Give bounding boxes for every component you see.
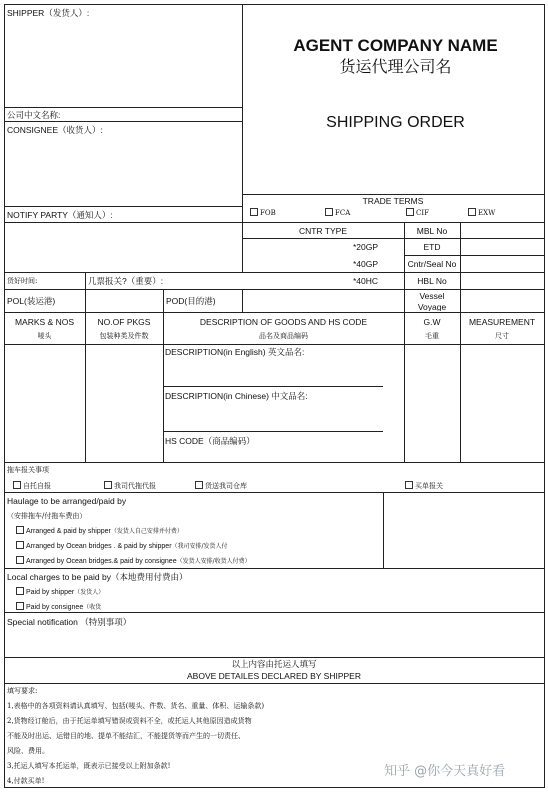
checkbox-icon bbox=[250, 208, 258, 216]
rule bbox=[404, 255, 544, 256]
checkbox-icon bbox=[16, 526, 24, 534]
pod-label: POD(目的港) bbox=[166, 296, 216, 306]
col-measurement-cn: 尺寸 bbox=[495, 332, 509, 340]
option-label: 我司代拖代报 bbox=[114, 482, 156, 490]
rule bbox=[4, 107, 242, 108]
rule bbox=[460, 222, 461, 462]
hs-code-label: HS CODE（商品编码） bbox=[165, 436, 255, 446]
shipper-cn-name-label: 公司中文名称: bbox=[7, 110, 61, 120]
local-charges-option-shipper[interactable] bbox=[16, 587, 104, 598]
requirement-line: 不能及时出运、运错目的地、提单不能结汇，不能提货等而产生的一切责任、 bbox=[7, 732, 245, 740]
checkbox-icon bbox=[13, 481, 21, 489]
option-label-cn: （我司安排/发货人付 bbox=[171, 543, 228, 550]
col-desc-en: DESCRIPTION OF GOODS AND HS CODE bbox=[199, 317, 368, 327]
option-deliver-to-warehouse[interactable] bbox=[195, 481, 247, 491]
rule bbox=[85, 272, 86, 462]
haulage-title-cn: （安排拖车/付拖车费由） bbox=[7, 512, 87, 520]
watermark: 知乎 @你今天真好看 bbox=[384, 764, 506, 779]
rule bbox=[4, 657, 544, 658]
declared-cn: 以上内容由托运人填写 bbox=[231, 660, 317, 670]
local-charges-title bbox=[7, 572, 187, 583]
cntr-20gp: *20GP bbox=[353, 242, 379, 252]
trade-term-fca-label: FCA bbox=[335, 209, 351, 217]
pol-label: POL(装运港) bbox=[7, 296, 56, 306]
company-name-cn: 货运代理公司名 bbox=[339, 57, 452, 76]
checkbox-icon bbox=[16, 587, 24, 595]
option-label-cn: （收货 bbox=[83, 604, 102, 611]
checkbox-icon bbox=[16, 556, 24, 564]
col-gw-cn: 毛重 bbox=[425, 332, 439, 340]
haulage-title: Haulage to be arranged/paid by bbox=[7, 496, 127, 506]
trade-term-exw-label: EXW bbox=[478, 209, 496, 217]
checkbox-icon bbox=[195, 481, 203, 489]
truck-customs-label: 拖车报关事项 bbox=[7, 466, 49, 474]
declared-en: ABOVE DETAILES DECLARED BY SHIPPER bbox=[187, 671, 361, 681]
local-charges-option-consignee[interactable] bbox=[16, 602, 101, 613]
option-label: Paid by consignee bbox=[26, 604, 84, 611]
rule bbox=[4, 787, 544, 788]
mbl-no-label: MBL No bbox=[416, 226, 448, 236]
rule bbox=[4, 492, 544, 493]
trade-term-fob[interactable] bbox=[250, 208, 276, 219]
trade-term-cif[interactable] bbox=[406, 208, 429, 219]
description-chinese-label: DESCRIPTION(in Chinese) 中文品名: bbox=[165, 391, 308, 401]
trade-term-fca[interactable] bbox=[325, 208, 350, 219]
local-charges-title-en: Local charges to be paid by bbox=[7, 572, 111, 582]
col-measurement-en: MEASUREMENT bbox=[468, 317, 536, 327]
rule bbox=[4, 568, 544, 569]
checkbox-icon bbox=[16, 602, 24, 610]
document-title: SHIPPING ORDER bbox=[326, 114, 465, 131]
col-marks-en: MARKS & NOS bbox=[14, 317, 75, 327]
rule bbox=[4, 206, 242, 207]
checkbox-icon bbox=[16, 541, 24, 549]
cntr-seal-no-label: Cntr/Seal No bbox=[407, 259, 457, 269]
haulage-option-agent-shipper-pays[interactable] bbox=[16, 541, 228, 552]
rule bbox=[383, 492, 384, 568]
voyage-label: Voyage bbox=[417, 302, 447, 311]
rule bbox=[4, 121, 242, 122]
option-buy-customs-docs[interactable] bbox=[405, 481, 443, 491]
option-label-cn: （发货人自己安排并付费） bbox=[110, 528, 183, 535]
trade-terms-label: TRADE TERMS bbox=[362, 196, 424, 206]
checkbox-icon bbox=[325, 208, 333, 216]
special-notification-en: Special notification bbox=[7, 617, 78, 627]
option-label: Paid by shipper bbox=[26, 589, 75, 596]
cargo-time-label: 货好时间: bbox=[7, 277, 38, 285]
special-notification-label bbox=[7, 617, 131, 628]
option-label: 货送我司仓库 bbox=[205, 482, 247, 490]
col-gw-en: G.W bbox=[423, 317, 441, 327]
cntr-type-label: CNTR TYPE bbox=[298, 226, 348, 236]
company-name-en: AGENT COMPANY NAME bbox=[293, 36, 498, 55]
checkbox-icon bbox=[468, 208, 476, 216]
option-agent-truck-declare[interactable] bbox=[104, 481, 156, 491]
col-pkgs-en: NO.OF PKGS bbox=[97, 317, 151, 327]
trade-term-fob-label: FOB bbox=[260, 209, 276, 217]
rule bbox=[163, 386, 383, 387]
option-label: Arranged & paid by shipper bbox=[26, 528, 111, 535]
checkbox-icon bbox=[406, 208, 414, 216]
rule bbox=[4, 222, 544, 223]
trade-term-cif-label: CIF bbox=[416, 209, 429, 217]
notify-party-label: NOTIFY PARTY（通知人）: bbox=[7, 210, 113, 220]
rule bbox=[4, 683, 544, 684]
option-label: 买单报关 bbox=[415, 482, 443, 490]
option-self-truck-self-declare[interactable] bbox=[13, 481, 51, 491]
haulage-option-shipper[interactable] bbox=[16, 526, 183, 537]
etd-label: ETD bbox=[423, 242, 441, 252]
description-english-label: DESCRIPTION(in English) 英文品名: bbox=[165, 347, 305, 357]
shipper-label: SHIPPER（发货人）: bbox=[7, 8, 90, 18]
cntr-40gp: *40GP bbox=[353, 259, 379, 269]
requirement-line: 2,货物经订舱后，由于托运单填写错误或资料不全，或托运人其他原因造成货物 bbox=[7, 717, 252, 725]
requirement-line: 3,托运人填写本托运单，既表示已接受以上附加条款! bbox=[7, 762, 171, 770]
option-label: 自托自报 bbox=[23, 482, 51, 490]
option-label-cn: （发货人） bbox=[74, 589, 105, 596]
requirement-line: 风险、费用。 bbox=[7, 747, 49, 755]
rule bbox=[242, 194, 544, 195]
hbl-no-label: HBL No bbox=[417, 276, 447, 286]
local-charges-title-cn: （本地费用付费由） bbox=[110, 573, 188, 583]
col-marks-cn: 唛头 bbox=[37, 332, 52, 340]
requirement-line: 4,付款买单! bbox=[7, 777, 45, 785]
rule bbox=[242, 289, 243, 312]
option-label: Arranged by Ocean bridges.& paid by consignee bbox=[26, 558, 177, 565]
col-desc-cn: 品名及商品编码 bbox=[259, 332, 308, 340]
checkbox-icon bbox=[104, 481, 112, 489]
requirement-line: 1,表格中的各项资料请认真填写、包括(唛头、件数、货名、重量、体积、运输条款) bbox=[7, 702, 265, 710]
rule bbox=[163, 289, 164, 462]
rule bbox=[163, 431, 383, 432]
consignee-label: CONSIGNEE（收货人）: bbox=[7, 125, 103, 135]
option-label-cn: （发货人安排/收货人付费） bbox=[176, 558, 251, 565]
haulage-option-agent-consignee-pays[interactable] bbox=[16, 556, 251, 567]
col-pkgs-cn: 包装种类及件数 bbox=[99, 332, 149, 340]
trade-term-exw[interactable] bbox=[468, 208, 495, 219]
customs-count-label: 几票报关?（重要）: bbox=[88, 276, 164, 286]
option-label: Arranged by Ocean bridges . & paid by shipper bbox=[26, 543, 172, 550]
checkbox-icon bbox=[405, 481, 413, 489]
rule bbox=[242, 238, 544, 239]
vessel-label: Vessel bbox=[419, 291, 445, 301]
requirements-title: 填写要求: bbox=[7, 687, 38, 695]
special-notification-cn: （特别事项） bbox=[80, 618, 132, 628]
rule bbox=[4, 4, 544, 5]
rule bbox=[4, 462, 544, 463]
cntr-40hc: *40HC bbox=[353, 276, 379, 286]
